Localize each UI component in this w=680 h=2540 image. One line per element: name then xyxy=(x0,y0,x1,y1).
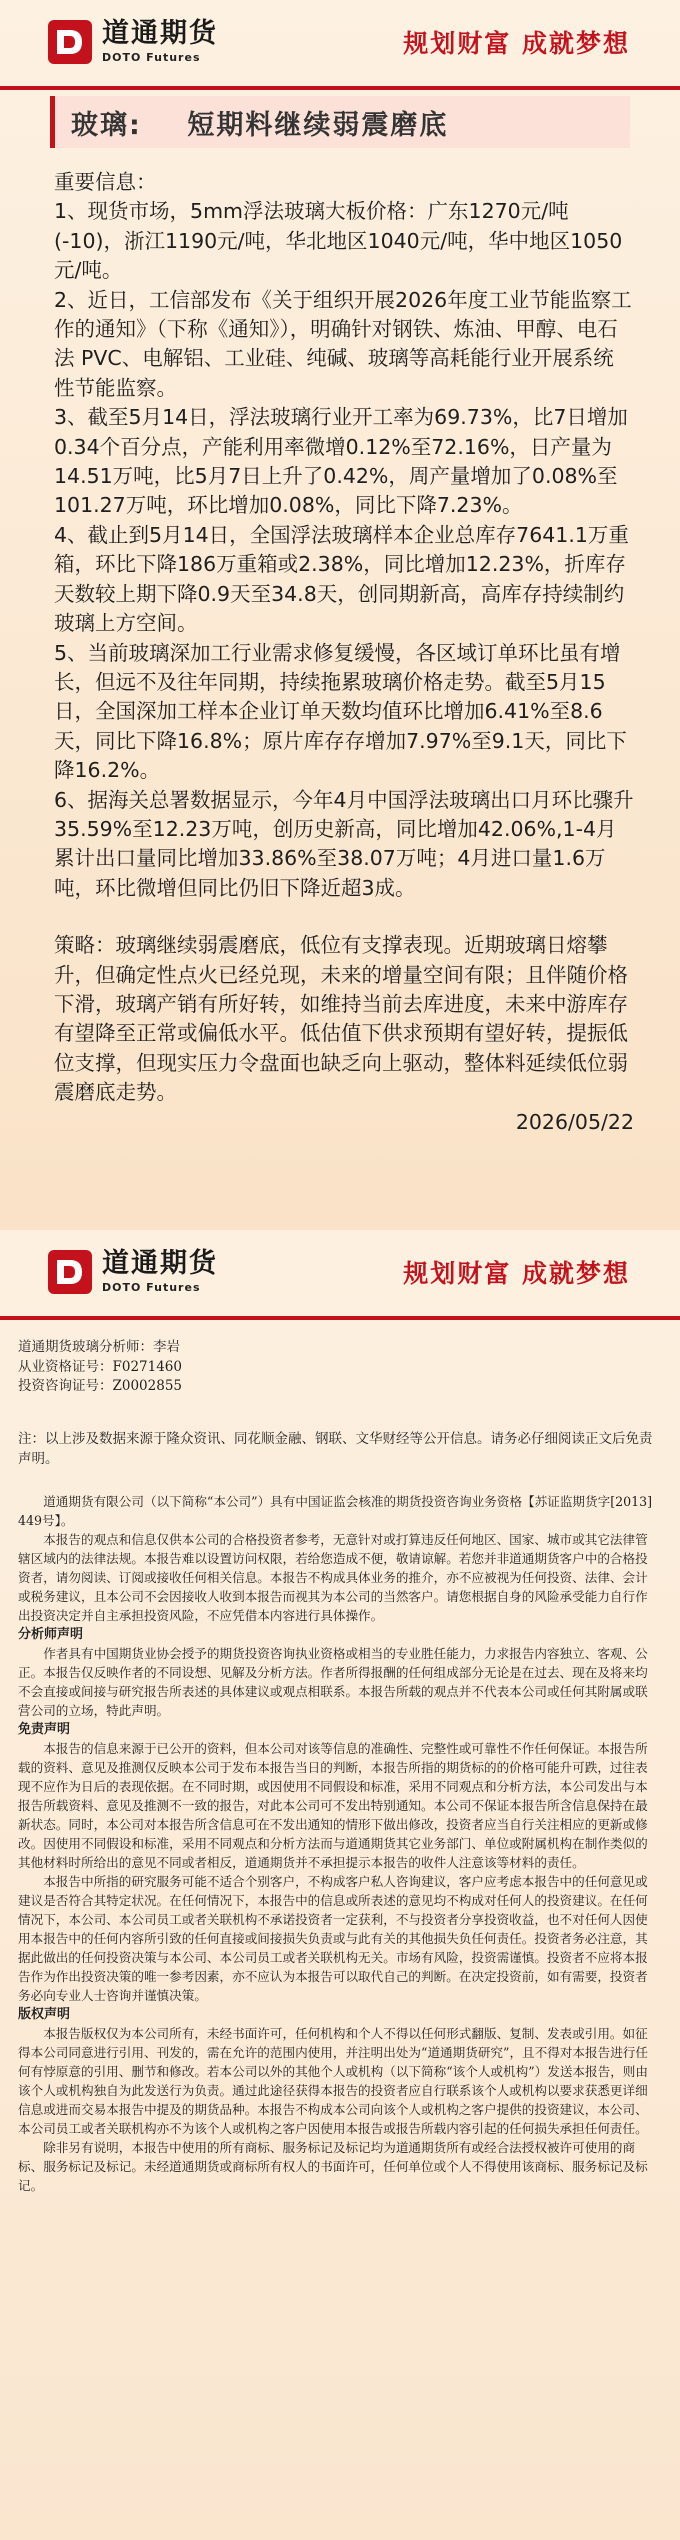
report-title: 玻璃: 短期料继续弱震磨底 xyxy=(71,109,449,141)
doto-logo-icon xyxy=(48,1250,92,1294)
info-item-6: 6、据海关总署数据显示，今年4月中国浮法玻璃出口月环比骤升35.59%至12.23万吨，创历史新高，同比增加42.06%,1-4月累计出口量同比增加33.86%至38.07万吨；4月进口量1.6万吨，环比微增但同比仍旧下降近超3成。 xyxy=(54,787,634,900)
info-item-4: 4、截止到5月14日，全国浮法玻璃样本企业总库存7641.1万重箱，环比下降186万重箱或2.38%，同比增加12.23%，折库存天数较上期下降0.9天至34.8天，创同期新高，高库存持续制约玻璃上方空间。 xyxy=(54,522,629,636)
analyst-statement: 作者具有中国期货业协会授予的期货投资咨询执业资格或相当的专业胜任能力，力求报告内容独立、客观、公正。本报告仅反映作者的不同设想、见解及分析方法。作者所得报酬的任何组成部分无论是在过去、现在及将来均不会直接或间接与研究报告所表述的具体建议或观点相联系。本报告所载的观点并不代表本公司或任何其附属或联营公司的立场，特此声明。 xyxy=(18,1646,648,1718)
brand-name-cn: 道通期货 xyxy=(102,1248,218,1280)
brand-slogan: 规划财富 成就梦想 xyxy=(403,29,630,58)
disclaimer-text-2: 本报告中所指的研究服务可能不适合个别客户，不构成客户私人咨询建议，客户应考虑本报告中的任何意见或建议是否符合其特定状况。在任何情况下，本报告中的信息或所表述的意见均不构成对任何人的投资建议。在任何情况下，本公司、本公司员工或者关联机构不承诺投资者一定获利，不与投资者分享投资收益，也不对任何人因使用本报告中的任何内容所引致的任何直接或间接损失负责或与此有关的其他损失负任何责任。投资者务必注意，其据此做出的任何投资决策与本公司、本公司员工或者关联机构无关。市场有风险，投资需谨慎。投资者不应将本报告作为作出投资决策的唯一参考因素，亦不应认为本报告可以取代自己的判断。在决定投资前，如有需要，投资者务必向专业人士咨询并谨慎决策。 xyxy=(18,1874,648,2003)
divider xyxy=(0,86,680,90)
brand-name-en: DOTO Futures xyxy=(102,50,201,64)
report-panel xyxy=(0,0,680,1230)
info-item-1: 1、现货市场，5mm浮法玻璃大板价格：广东1270元/吨(-10)，浙江1190元/吨，华北地区1040元/吨，华中地区1050元/吨。 xyxy=(54,199,623,283)
legal-statement xyxy=(18,1492,658,2195)
brand-slogan: 规划财富 成就梦想 xyxy=(403,1259,630,1288)
divider xyxy=(0,1316,680,1320)
section-heading: 重要信息： xyxy=(54,170,157,194)
brand-name-cn: 道通期货 xyxy=(102,18,218,50)
report-header xyxy=(0,0,680,84)
copyright-heading: 版权声明 xyxy=(18,2007,71,2022)
disclaimer-panel xyxy=(0,1230,680,2540)
legal-intro: 道通期货有限公司（以下简称“本公司”）具有中国证监会核准的期货投资咨询业务资格【苏证监期货字[2013] 449号】。 xyxy=(18,1494,653,1528)
analyst-statement-heading: 分析师声明 xyxy=(18,1627,84,1642)
analyst-consult-license: 投资咨询证号：Z0002855 xyxy=(18,1378,183,1394)
strategy-paragraph: 策略：玻璃继续弱震磨底，低位有支撑表现。近期玻璃日熔攀升，但确定性点火已经兑现，未来的增量空间有限；且伴随价格下滑，玻璃产销有所好转，如维持当前去库进度，未来中游库存有望降至正常或偏低水平。低估值下供求预期有望好转，提振低位支撑，但现实压力令盘面也缺乏向上驱动，整体料延续低位弱震磨底走势。 xyxy=(54,933,628,1105)
brand-name-en: DOTO Futures xyxy=(102,1280,201,1294)
disclaimer-text-1: 本报告的信息来源于已公开的资料，但本公司对该等信息的准确性、完整性或可靠性不作任何保证。本报告所载的资料、意见及推测仅反映本公司于发布本报告当日的判断，本报告所指的期货标的的价格可能升可跌，过往表现不应作为日后的表现依据。在不同时期，或因使用不同假设和标准，采用不同观点和分析方法，本公司发出与本报告所载资料、意见及推测不一致的报告，对此本公司可不发出特别通知。本公司不保证本报告所含信息保持在最新状态。同时，本公司对本报告所含信息可在不发出通知的情形下做出修改，投资者应当自行关注相应的更新或修改。因使用不同假设和标准，采用不同观点和分析方法而与道通期货其它业务部门、单位或附属机构在制作类似的其他材料时所给出的意见不同或者相反，道通期货并不承担提示本报告的收件人注意该等材料的责任。 xyxy=(18,1741,648,1870)
copyright-text-1: 本报告版权仅为本公司所有，未经书面许可，任何机构和个人不得以任何形式翻版、复制、发表或引用。如征得本公司同意进行引用、刊发的，需在允许的范围内使用，并注明出处为“道通期货研究”，且不得对本报告进行任何有悖原意的引用、删节和修改。若本公司以外的其他个人或机构（以下简称“该个人或机构”）发送本报告，则由该个人或机构独自为此发送行为负责。通过此途径获得本报告的投资者应自行联系该个人或机构以要求获悉更详细信息或进而交易本报告中提及的期货品种。本报告不构成本公司向该个人或机构之客户提供的投资建议，本公司、本公司员工或者关联机构亦不为该个人或机构之客户因使用本报告或报告所载内容引起的任何损失承担任何责任。 xyxy=(18,2026,648,2136)
report-body xyxy=(54,168,634,1137)
legal-intro-2: 本报告的观点和信息仅供本公司的合格投资者参考，无意针对或打算违反任何地区、国家、城市或其它法律管辖区域内的法律法规。本报告难以设置访问权限，若给您造成不便，敬请谅解。若您并非道通期货客户中的合格投资者，请勿阅读、订阅或接收任何相关信息。本报告不构成具体业务的推介，亦不应被视为任何投资、法律、会计或税务建议，且本公司不会因接收人收到本报告而视其为本公司的当然客户。请您根据自身的风险承受能力自行作出投资决定并自主承担投资风险，不应凭借本内容进行具体操作。 xyxy=(18,1532,648,1623)
report-date: 2026/05/22 xyxy=(515,1109,634,1134)
data-source-note: 注：以上涉及数据来源于隆众资讯、同花顺金融、钢联、文华财经等公开信息。请务必仔细阅读正文后免责声明。 xyxy=(18,1431,653,1467)
info-item-3: 3、截至5月14日，浮法玻璃行业开工率为69.73%，比7日增加0.34个百分点，产能利用率微增0.12%至72.16%，日产量为14.51万吨，比5月7日上升了0.42%，周产量增加了0.08%至101.27万吨，环比增加0.08%，同比下降7.23%。 xyxy=(54,405,628,518)
analyst-info xyxy=(18,1338,658,1397)
report-title-bar xyxy=(50,96,630,148)
brand-logo xyxy=(48,1250,218,1294)
doto-logo-icon xyxy=(48,20,92,64)
info-item-5: 5、当前玻璃深加工行业需求修复缓慢，各区域订单环比虽有增长，但远不及往年同期，持续拖累玻璃价格走势。截至5月15日，全国深加工样本企业订单天数均值环比增加6.41%至8.6天，同比下降16.8%；原片库存存增加7.97%至9.1天，同比下降16.2%。 xyxy=(54,640,627,783)
analyst-qualification: 从业资格证号：F0271460 xyxy=(18,1358,182,1375)
brand-logo xyxy=(48,20,218,64)
copyright-text-2: 除非另有说明，本报告中使用的所有商标、服务标记及标记均为道通期货所有或经合法授权被许可使用的商标、服务标记及标记。未经道通期货或商标所有权人的书面许可，任何单位或个人不得使用该商标、服务标记及标记。 xyxy=(18,2140,648,2193)
analyst-name: 道通期货玻璃分析师：李岩 xyxy=(18,1339,180,1355)
disclaimer-heading: 免责声明 xyxy=(18,1722,71,1737)
info-item-2: 2、近日，工信部发布《关于组织开展2026年度工业节能监察工作的通知》（下称《通知》），明确针对钢铁、炼油、甲醇、电石法 PVC、电解铝、工业硅、纯碱、玻璃等高耗能行业开展系统性节能监察。 xyxy=(54,287,632,400)
disclaimer-header xyxy=(0,1230,680,1314)
